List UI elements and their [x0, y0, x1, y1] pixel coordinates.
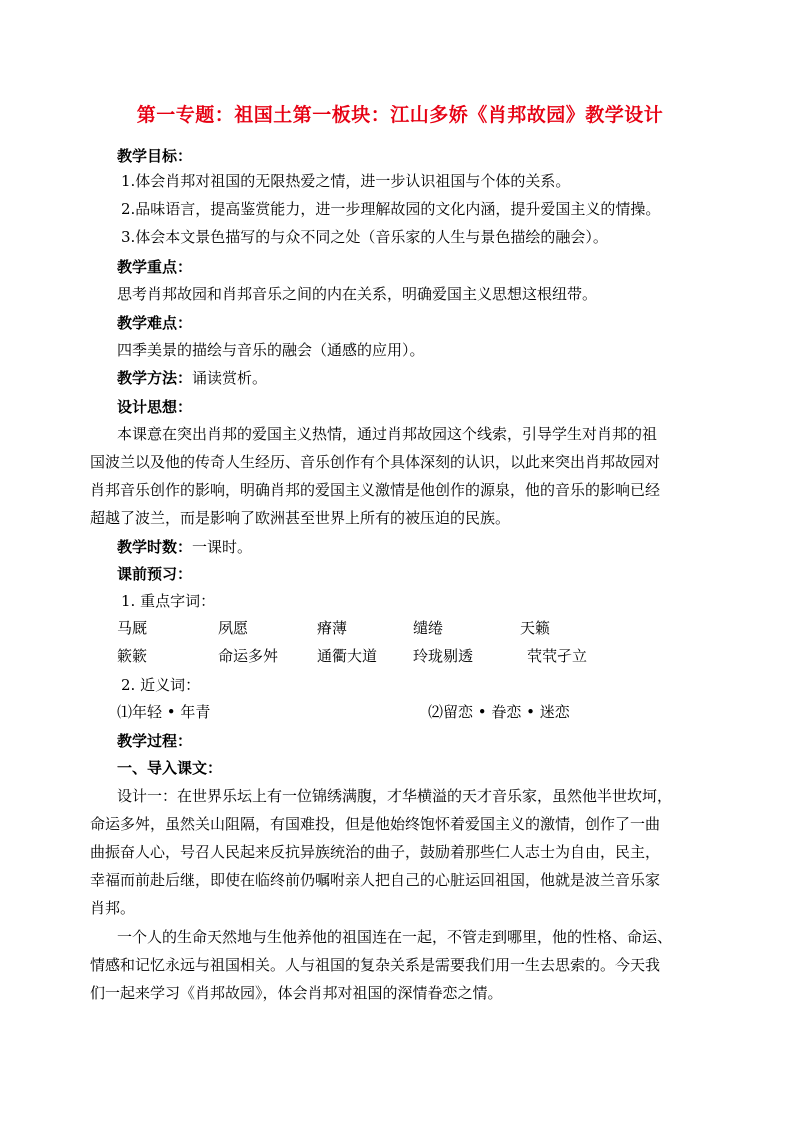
word-item: 玲珑剔透: [413, 647, 474, 665]
para2-line-3: 们一起来学习《肖邦故园》，体会肖邦对祖国的深情眷恋之情。: [90, 984, 503, 1002]
synonym-group-2: ⑵留恋 • 眷恋 • 迷恋: [428, 703, 570, 721]
goal-item-1: 1.体会肖邦对祖国的无限热爱之情，进一步认识祖国与个体的关系。: [121, 172, 571, 190]
para1-line-5: 肖邦。: [90, 899, 136, 917]
preview-sub2: 2. 近义词：: [121, 676, 201, 694]
key-points-text: 思考肖邦故园和肖邦音乐之间的内在关系，明确爱国主义思想这根纽带。: [117, 285, 598, 303]
document-title: 第一专题：祖国土第一板块：江山多娇《肖邦故园》教学设计: [136, 104, 664, 126]
para1-line-2: 命运多舛，虽然关山阻隔，有国难投，但是他始终饱怀着爱国主义的激情，创作了一曲: [90, 815, 661, 833]
word-item: 缱绻: [413, 619, 444, 637]
word-item: 命运多舛: [218, 647, 279, 665]
goal-item-2: 2.品味语言，提高鉴赏能力，进一步理解故园的文化内涵，提升爱国主义的情操。: [121, 200, 661, 218]
word-item: 瘠薄: [317, 619, 348, 637]
preview-sub1: 1. 重点字词：: [121, 592, 216, 610]
para1-line-4: 幸福而前赴后继，即使在临终前仍嘱咐亲人把自己的心脏运回祖国，他就是波兰音乐家: [90, 871, 661, 889]
class-time-line: [117, 537, 252, 557]
para1-line-1: 设计一：在世界乐坛上有一位锦绣满腹，才华横溢的天才音乐家，虽然他半世坎坷，: [117, 787, 673, 805]
method-text: 诵读赏析。: [192, 369, 268, 387]
design-idea-line-2: 国波兰以及他的传奇人生经历、音乐创作有个具体深刻的认识，以此来突出肖邦故园对: [90, 453, 661, 471]
design-idea-line-1: 本课意在突出肖邦的爱国主义热情，通过肖邦故园这个线索，引导学生对肖邦的祖: [117, 425, 658, 443]
process-heading: 教学过程：: [117, 732, 193, 750]
method-line: [117, 368, 267, 388]
word-item: 天籁: [520, 619, 551, 637]
key-points-heading: 教学重点：: [117, 258, 193, 276]
design-idea-line-3: 肖邦音乐创作的影响，明确肖邦的爱国主义激情是他创作的源泉，他的音乐的影响已经: [90, 481, 661, 499]
class-time-heading: 教学时数：: [117, 538, 193, 556]
preview-heading: 课前预习：: [117, 565, 193, 583]
design-idea-line-4: 超越了波兰，而是影响了欧洲甚至世界上所有的被压迫的民族。: [90, 509, 511, 527]
design-idea-heading: 设计思想：: [117, 398, 193, 416]
word-item: 夙愿: [218, 619, 249, 637]
goals-heading: 教学目标：: [117, 147, 193, 165]
difficulties-text: 四季美景的描绘与音乐的融会（通感的应用）。: [117, 341, 425, 359]
class-time-text: 一课时。: [192, 538, 253, 556]
word-item: 茕茕孑立: [527, 647, 588, 665]
word-item: 马厩: [117, 619, 148, 637]
difficulties-heading: 教学难点：: [117, 314, 193, 332]
synonym-group-1: ⑴年轻 • 年青: [117, 703, 211, 721]
para1-line-3: 曲振奋人心，号召人民起来反抗异族统治的曲子，鼓励着那些仁人志士为自由，民主，: [90, 843, 661, 861]
method-heading: 教学方法：: [117, 369, 193, 387]
para2-line-1: 一个人的生命天然地与生他养他的祖国连在一起，不管走到哪里，他的性格、命运、: [117, 928, 673, 946]
word-item: 簌簌: [117, 647, 148, 665]
process-section-1: 一、导入课文：: [117, 759, 223, 777]
word-item: 通衢大道: [317, 647, 378, 665]
para2-line-2: 情感和记忆永远与祖国相关。人与祖国的复杂关系是需要我们用一生去思索的。今天我: [90, 956, 661, 974]
goal-item-3: 3.体会本文景色描写的与众不同之处（音乐家的人生与景色描绘的融会）。: [121, 228, 608, 246]
